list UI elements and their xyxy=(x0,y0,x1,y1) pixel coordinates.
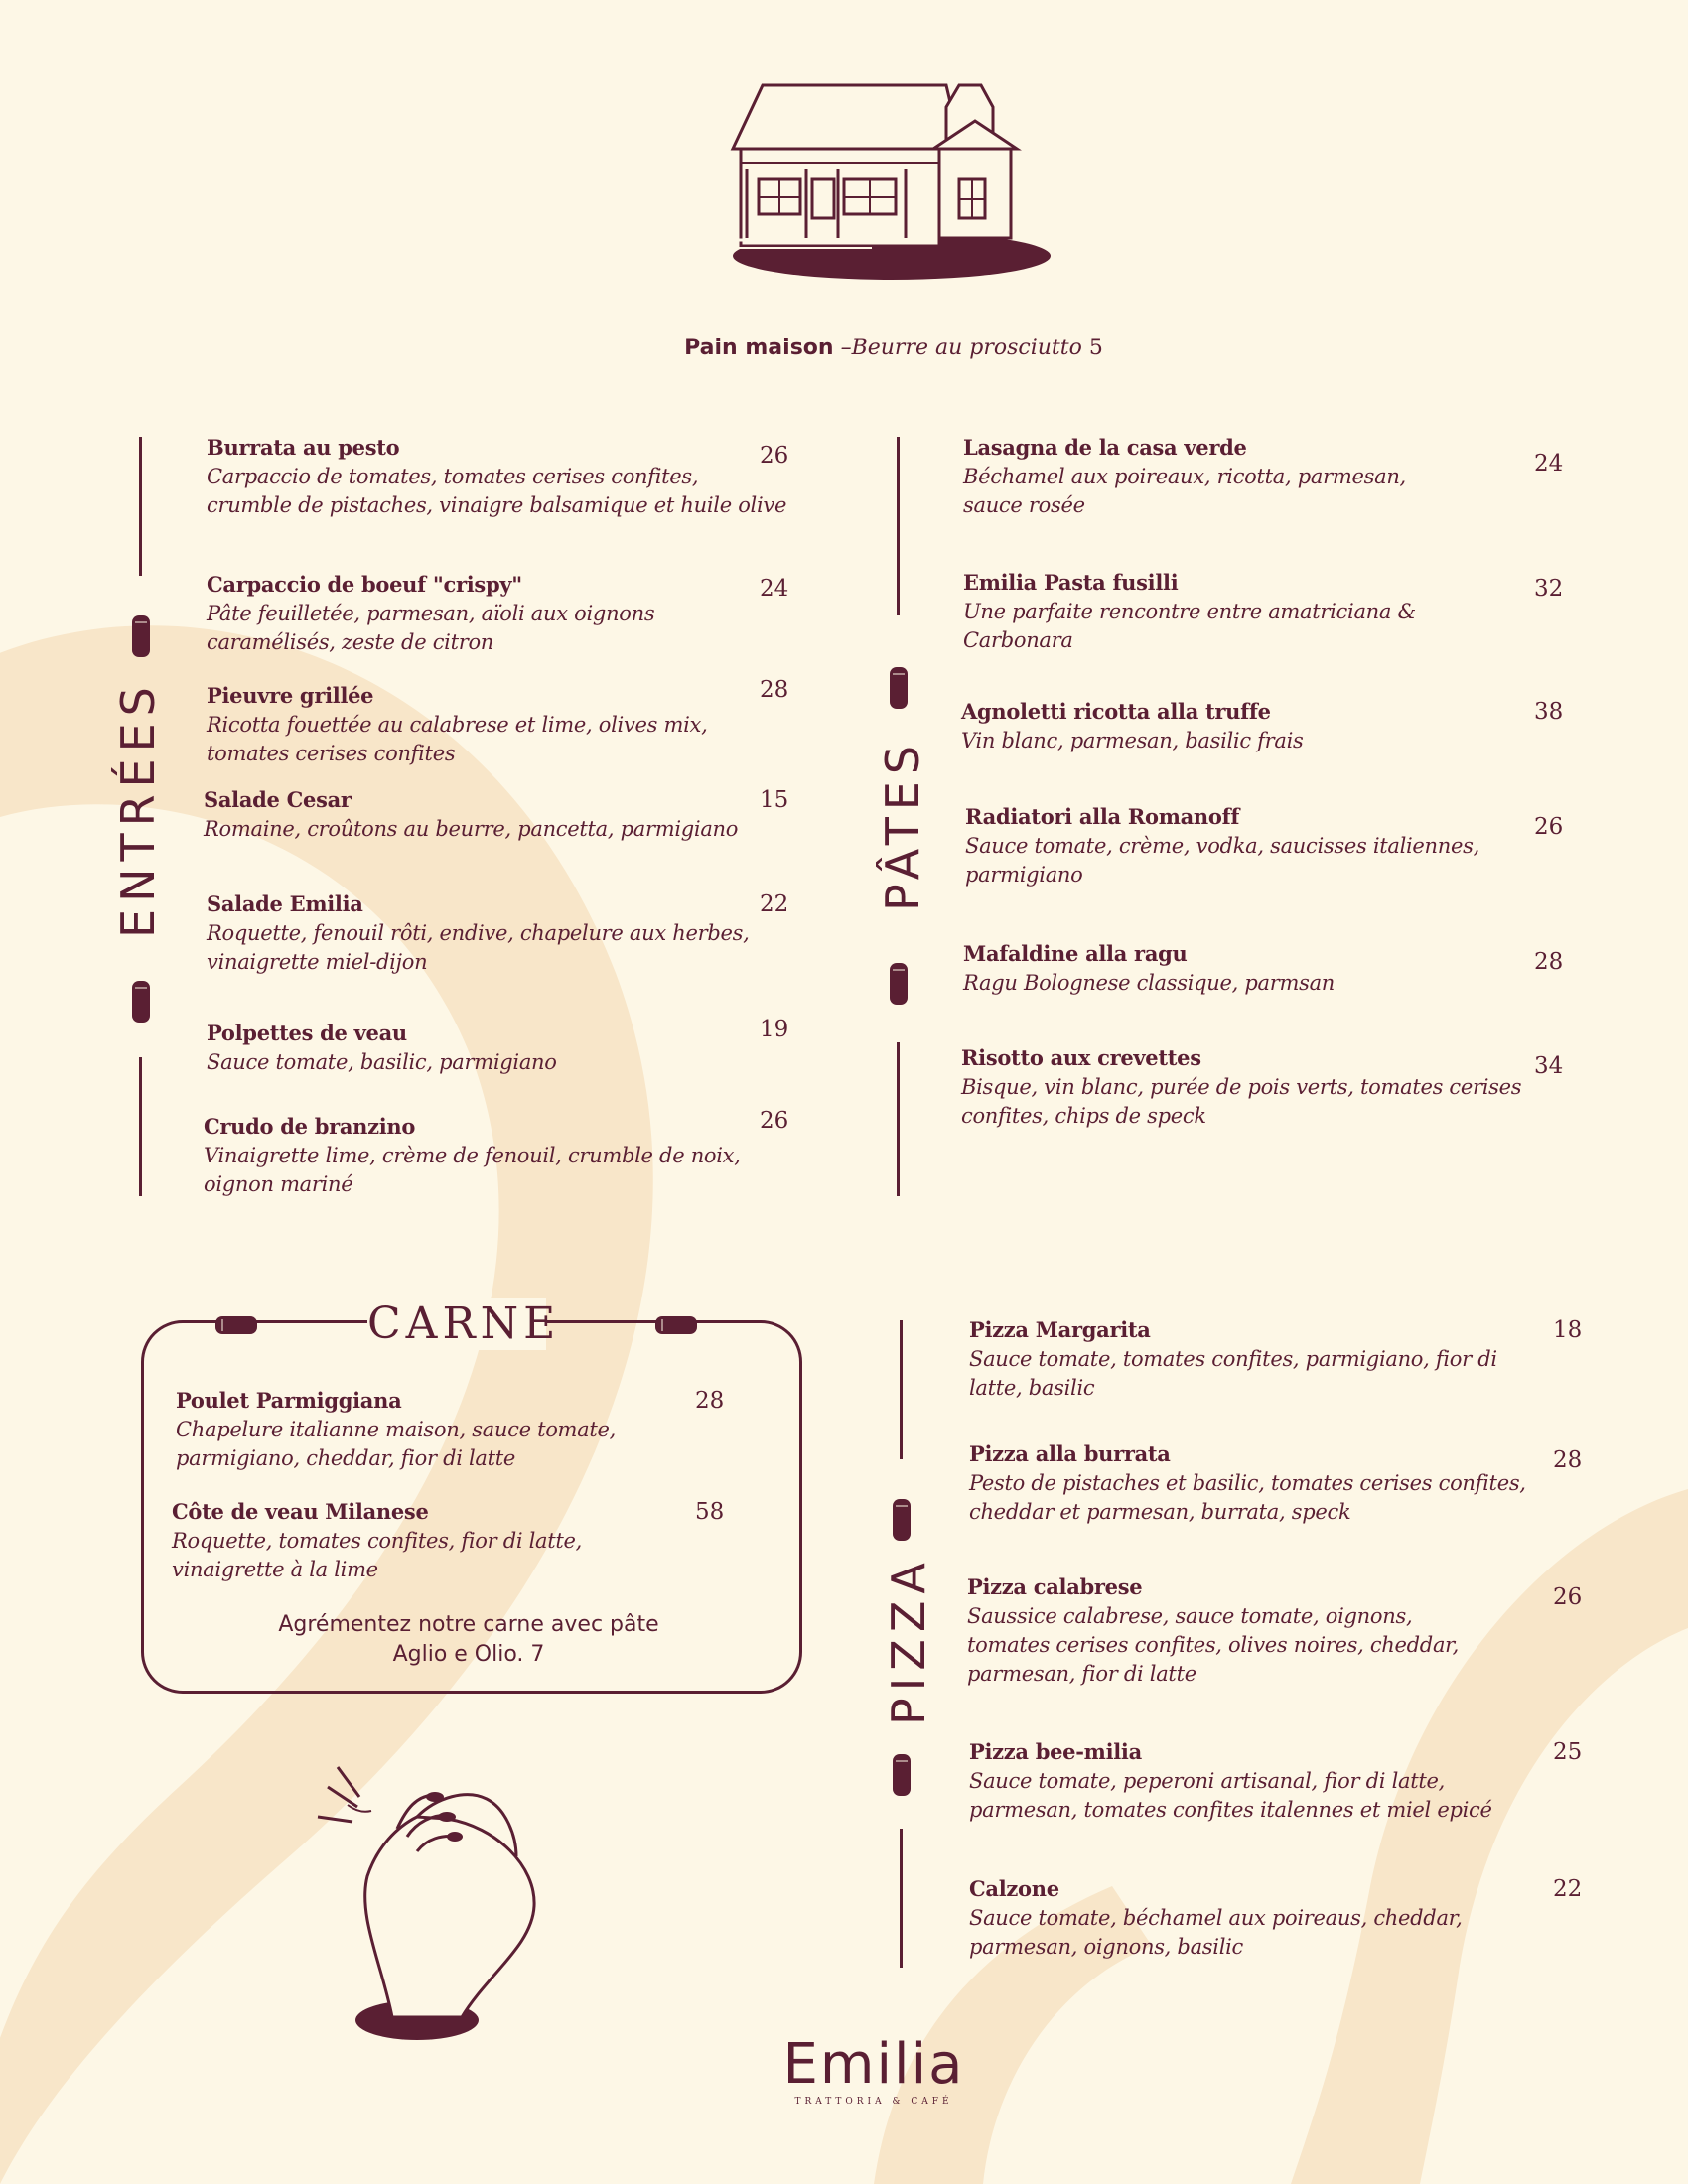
pates-item-price: 38 xyxy=(1534,699,1564,725)
entrees-item-price: 28 xyxy=(760,677,789,703)
pates-item-price: 26 xyxy=(1534,814,1564,840)
entrees-item-desc: caramélisés, zeste de citron xyxy=(207,630,494,654)
pizza-item-desc: Saussice calabrese, sauce tomate, oignons, xyxy=(967,1604,1413,1628)
pizza-item-desc: Sauce tomate, béchamel aux poireaus, cheddar, xyxy=(969,1906,1463,1930)
entrees-item-name: Carpaccio de boeuf "crispy" xyxy=(207,572,522,597)
pates-item-desc: Bisque, vin blanc, purée de pois verts, tomates cerises xyxy=(961,1075,1522,1099)
bread-price: 5 xyxy=(1088,336,1103,360)
pates-item-price: 28 xyxy=(1534,949,1564,975)
pates-title: PÂTES xyxy=(876,738,929,911)
pizza-item-desc: Pesto de pistaches et basilic, tomates cerises confites, xyxy=(969,1471,1526,1495)
bread-name: Pain maison xyxy=(684,336,834,360)
hand-illustration xyxy=(298,1747,556,2045)
pizza-item-price: 25 xyxy=(1553,1739,1583,1765)
pates-item-name: Mafaldine alla ragu xyxy=(963,941,1188,966)
pates-item-desc: Béchamel aux poireaux, ricotta, parmesan, xyxy=(963,465,1406,488)
entrees-item-price: 15 xyxy=(760,787,789,813)
entrees-item-name: Crudo de branzino xyxy=(204,1114,416,1139)
logo-tagline: TRATTORIA & CAFÉ xyxy=(794,2097,953,2107)
carne-item-desc: Roquette, tomates confites, fior di latte, xyxy=(172,1529,583,1553)
pizza-item-name: Pizza bee-milia xyxy=(969,1739,1142,1764)
carne-note-line: Agrémentez notre carne avec pâte xyxy=(278,1612,659,1637)
carne-title: CARNE xyxy=(367,1298,561,1349)
entrees-item-desc: crumble de pistaches, vinaigre balsamique et huile olive xyxy=(207,493,787,517)
pates-item-name: Risotto aux crevettes xyxy=(961,1045,1201,1070)
pizza-item-name: Calzone xyxy=(969,1876,1059,1901)
pizza-item-price: 18 xyxy=(1553,1317,1583,1343)
pizza-item-desc: Sauce tomate, tomates confites, parmigiano, fior di xyxy=(969,1347,1497,1371)
entrees-item-price: 24 xyxy=(760,576,789,602)
entrees-item-name: Salade Emilia xyxy=(207,891,363,916)
pates-item-desc: Une parfaite rencontre entre amatriciana & xyxy=(963,600,1416,623)
pates-item-desc: Vin blanc, parmesan, basilic frais xyxy=(961,729,1304,752)
pizza-item-desc: tomates cerises confites, olives noires, cheddar, xyxy=(967,1633,1459,1657)
pates-item-price: 32 xyxy=(1534,576,1564,602)
entrees-item-desc: Roquette, fenouil rôti, endive, chapelure aux herbes, xyxy=(207,921,750,945)
pizza-item-desc: parmesan, tomates confites italennes et miel epicé xyxy=(969,1798,1492,1822)
pates-item-price: 24 xyxy=(1534,451,1564,477)
pizza-item-price: 28 xyxy=(1553,1447,1583,1473)
pizza-item-desc: latte, basilic xyxy=(969,1376,1095,1400)
entrees-item-desc: Ricotta fouettée au calabrese et lime, olives mix, xyxy=(207,713,708,737)
pates-item-desc: Ragu Bolognese classique, parmsan xyxy=(963,971,1336,995)
pates-item-desc: Sauce tomate, crème, vodka, saucisses italiennes, xyxy=(965,834,1479,858)
entrees-item-price: 26 xyxy=(760,443,789,469)
pates-item-name: Radiatori alla Romanoff xyxy=(965,804,1240,829)
carne-item-desc: parmigiano, cheddar, fior di latte xyxy=(176,1446,516,1470)
pizza-item-price: 26 xyxy=(1553,1584,1583,1610)
entrees-item-desc: Carpaccio de tomates, tomates cerises confites, xyxy=(207,465,699,488)
pates-item-desc: sauce rosée xyxy=(963,493,1085,517)
entrees-item-name: Pieuvre grillée xyxy=(207,683,374,708)
entrees-item-name: Salade Cesar xyxy=(204,787,352,812)
pates-item-desc: confites, chips de speck xyxy=(961,1104,1206,1128)
entrees-item-price: 22 xyxy=(760,891,789,917)
pizza-title: PIZZA xyxy=(882,1556,935,1725)
logo-wordmark: Emilia xyxy=(782,2032,965,2097)
pates-item-desc: parmigiano xyxy=(965,863,1083,887)
entrees-item-desc: Romaine, croûtons au beurre, pancetta, parmigiano xyxy=(204,817,739,841)
pates-item-desc: Carbonara xyxy=(963,628,1073,652)
carne-item-price: 28 xyxy=(695,1388,725,1414)
carne-item-desc: Chapelure italianne maison, sauce tomate, xyxy=(176,1418,617,1441)
pizza-item-name: Pizza Margarita xyxy=(969,1317,1151,1342)
entrees-item-desc: Pâte feuilletée, parmesan, aïoli aux oignons xyxy=(207,602,655,625)
entrees-item-desc: vinaigrette miel-dijon xyxy=(207,950,428,974)
entrees-item-desc: Sauce tomate, basilic, parmigiano xyxy=(207,1050,557,1074)
carne-item-price: 58 xyxy=(695,1499,725,1525)
entrees-item-price: 19 xyxy=(760,1017,789,1042)
pizza-item-name: Pizza calabrese xyxy=(967,1574,1143,1599)
entrees-item-desc: oignon mariné xyxy=(204,1172,353,1196)
entrees-item-price: 26 xyxy=(760,1108,789,1134)
pizza-item-desc: Sauce tomate, peperoni artisanal, fior di latte, xyxy=(969,1769,1445,1793)
entrees-title: ENTRÉES xyxy=(111,680,165,938)
pates-item-name: Emilia Pasta fusilli xyxy=(963,570,1179,595)
pizza-item-name: Pizza alla burrata xyxy=(969,1441,1171,1466)
pizza-item-desc: parmesan, oignons, basilic xyxy=(969,1935,1243,1959)
bread-desc: –Beurre au prosciutto xyxy=(840,336,1082,360)
pates-item-name: Lasagna de la casa verde xyxy=(963,435,1247,460)
pizza-item-price: 22 xyxy=(1553,1876,1583,1902)
entrees-item-desc: tomates cerises confites xyxy=(207,742,456,765)
carne-note-line: Aglio e Olio. 7 xyxy=(392,1642,545,1667)
entrees-item-name: Burrata au pesto xyxy=(207,435,400,460)
carne-item-name: Côte de veau Milanese xyxy=(172,1499,429,1524)
pizza-item-desc: parmesan, fior di latte xyxy=(967,1662,1196,1686)
pizza-item-desc: cheddar et parmesan, burrata, speck xyxy=(969,1500,1351,1524)
entrees-item-desc: Vinaigrette lime, crème de fenouil, crumble de noix, xyxy=(204,1144,741,1167)
entrees-item-name: Polpettes de veau xyxy=(207,1021,407,1045)
carne-item-desc: vinaigrette à la lime xyxy=(172,1558,378,1581)
pates-item-price: 34 xyxy=(1534,1053,1564,1079)
pates-item-name: Agnoletti ricotta alla truffe xyxy=(961,699,1271,724)
carne-item-name: Poulet Parmiggiana xyxy=(176,1388,402,1413)
